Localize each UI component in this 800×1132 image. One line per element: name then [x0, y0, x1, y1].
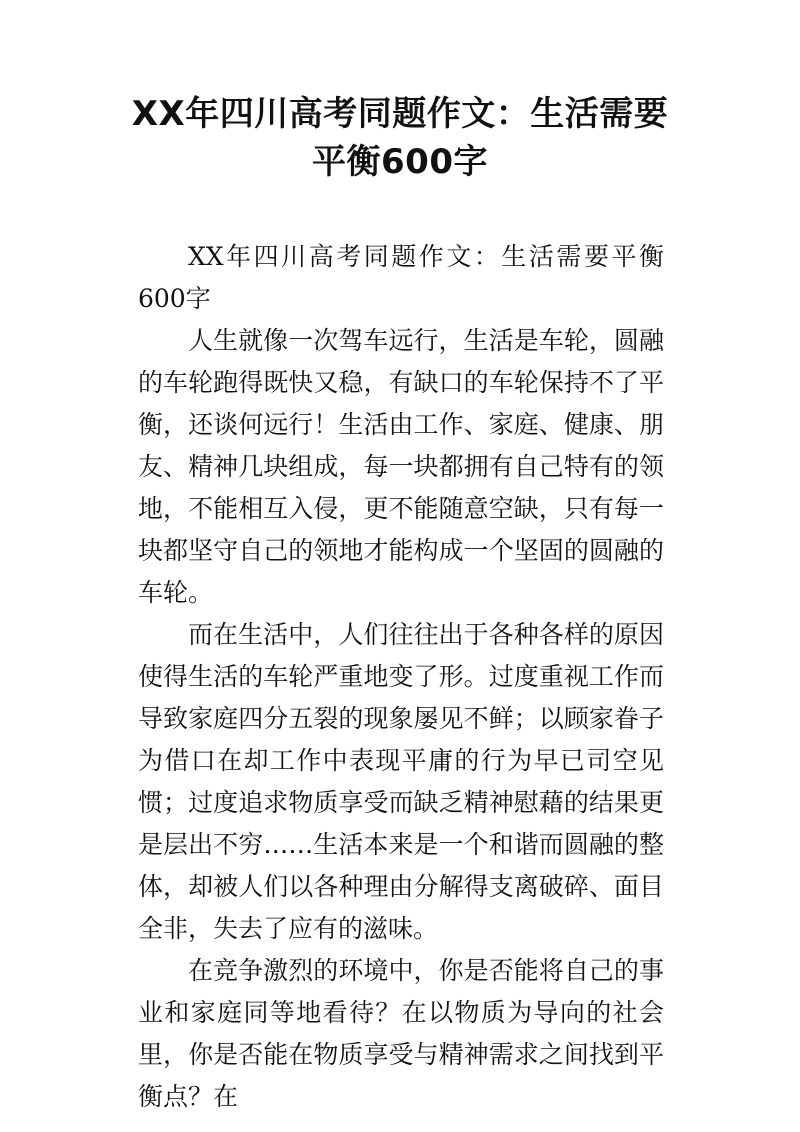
- body-paragraph: 而在生活中，人们往往出于各种各样的原因使得生活的车轮严重地变了形。过度重视工作而导致家庭四分五裂的现象屡见不鲜；以顾家眷子为借口在却工作中表现平庸的行为早已司空见惯；过度追求物质享受而缺乏精神慰藉的结果更是层出不穷……生活本来是一个和谐而圆融的整体，却被人们以各种理由分解得支离破碎、面目全非，失去了应有的滋味。: [138, 620, 664, 943]
- document-title: XX年四川高考同题作文：生活需要平衡600字: [131, 94, 669, 182]
- body-paragraph: 人生就像一次驾车远行，生活是车轮，圆融的车轮跑得既快又稳，有缺口的车轮保持不了平衡，还谈何远行！生活由工作、家庭、健康、朋友、精神几块组成，每一块都拥有自己特有的领地，不能相互入侵，更不能随意空缺，只有每一块都坚守自己的领地才能构成一个坚固的圆融的车轮。: [138, 326, 664, 607]
- document-body: [138, 236, 664, 1118]
- body-paragraph: XX年四川高考同题作文：生活需要平衡600字: [138, 242, 664, 313]
- body-paragraph: 在竞争激烈的环境中，你是否能将自己的事业和家庭同等地看待？在以物质为导向的社会里，你是否能在物质享受与精神需求之间找到平衡点？在: [138, 956, 664, 1111]
